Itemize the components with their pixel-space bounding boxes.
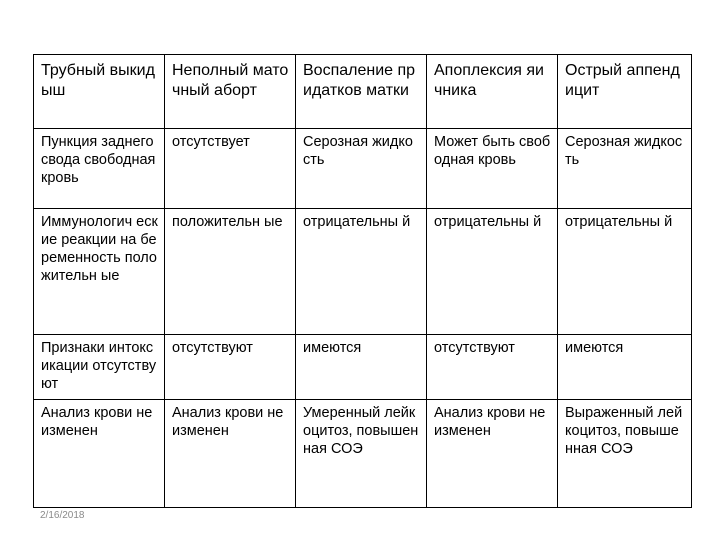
table-cell: отсутствуют <box>165 335 296 400</box>
table-cell: отрицательны й <box>427 209 558 335</box>
table-cell: Анализ крови не изменен <box>34 400 165 508</box>
table-cell: Умеренный лейкоцитоз, повышенная СОЭ <box>296 400 427 508</box>
table-cell: отсутствует <box>165 129 296 209</box>
table-row <box>34 129 692 209</box>
table-row <box>34 209 692 335</box>
table-cell: Пункция заднего свода свободная кровь <box>34 129 165 209</box>
header-cell: Неполный маточный аборт <box>165 55 296 129</box>
table-cell: имеются <box>296 335 427 400</box>
header-cell: Воспаление придатков матки <box>296 55 427 129</box>
table-row <box>34 335 692 400</box>
table-cell: Анализ крови не изменен <box>427 400 558 508</box>
table-cell: Может быть свободная кровь <box>427 129 558 209</box>
header-cell: Трубный выкидыш <box>34 55 165 129</box>
header-cell: Апоплексия яичника <box>427 55 558 129</box>
table-cell: Иммунологич еские реакции на беременность положительн ые <box>34 209 165 335</box>
table-row <box>34 400 692 508</box>
header-cell: Острый аппендицит <box>558 55 692 129</box>
table-cell: отсутствуют <box>427 335 558 400</box>
table-cell: отрицательны й <box>558 209 692 335</box>
table-cell: имеются <box>558 335 692 400</box>
table-cell: положительн ые <box>165 209 296 335</box>
slide-date: 2/16/2018 <box>40 510 85 521</box>
differential-diagnosis-table <box>33 54 692 508</box>
table-cell: Серозная жидкость <box>296 129 427 209</box>
table-cell: Анализ крови не изменен <box>165 400 296 508</box>
table-cell: Признаки интоксикации отсутствуют <box>34 335 165 400</box>
table-cell: Серозная жидкость <box>558 129 692 209</box>
table-cell: Выраженный лейкоцитоз, повышенная СОЭ <box>558 400 692 508</box>
table-header-row <box>34 55 692 129</box>
table-cell: отрицательны й <box>296 209 427 335</box>
